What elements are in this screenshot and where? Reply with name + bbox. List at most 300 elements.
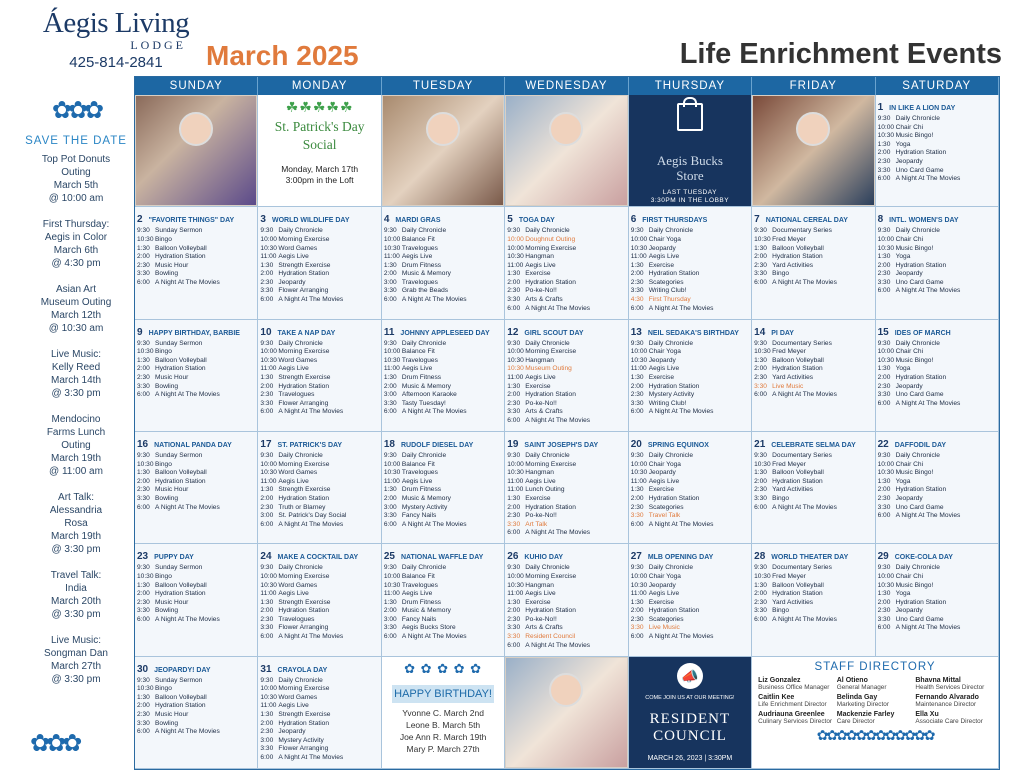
face-icon: [426, 112, 460, 146]
event-time: 10:30: [630, 356, 648, 364]
event-time: 10:30: [630, 581, 648, 589]
event-name: First Thursday: [648, 296, 691, 304]
event-name: Live Music: [772, 382, 804, 390]
event-row: [631, 227, 749, 236]
event-name: Balance Fit: [401, 460, 435, 468]
event-row: [754, 391, 872, 400]
event-row: [507, 236, 625, 245]
event-row: [507, 340, 625, 349]
event-row: [384, 383, 502, 392]
event-time: 9:30: [630, 564, 644, 572]
event-name: A Night At The Movies: [401, 633, 467, 641]
event-row: [878, 124, 996, 133]
day-theme: KUHIO DAY: [524, 554, 564, 562]
day-cell: [505, 207, 628, 319]
day-header: [137, 546, 255, 564]
event-name: Daily Chronicle: [278, 339, 323, 347]
event-row: [507, 512, 625, 521]
event-row: [384, 607, 502, 616]
event-row: [507, 521, 625, 530]
event-row: [878, 374, 996, 383]
event-name: Word Games: [278, 581, 318, 589]
brand-lodge: LODGE: [130, 38, 186, 52]
event-row: [631, 279, 749, 288]
event-time: 10:00: [877, 235, 895, 243]
brand-name: Áegis Living: [42, 7, 190, 39]
event-time: 10:00: [383, 572, 401, 580]
event-name: Po-ke-No!!: [525, 615, 557, 623]
event-time: 2:30: [507, 399, 521, 407]
event-time: 6:00: [260, 754, 274, 761]
event-time: 2:30: [754, 261, 767, 269]
event-name: Bowling: [155, 607, 179, 615]
flyer-title: St. Patrick's Day: [274, 119, 365, 134]
birthday-title: HAPPY BIRTHDAY!: [392, 685, 494, 703]
event-name: Scategories: [648, 278, 684, 286]
event-name: Bowling: [155, 382, 179, 390]
event-time: 10:30: [507, 581, 524, 589]
day-number: 20: [630, 439, 642, 450]
event-row: [260, 340, 378, 349]
day-header: [137, 209, 255, 227]
event-name: Aegis Live: [278, 702, 309, 710]
event-time: 2:30: [260, 391, 274, 399]
day-header: [507, 434, 625, 452]
event-time: 9:30: [877, 452, 891, 459]
event-row: [137, 590, 255, 599]
event-name: Truth or Blarney: [278, 503, 326, 511]
event-time: 2:30: [260, 728, 274, 736]
face-icon: [796, 112, 830, 146]
event-row: [631, 383, 749, 392]
event-row: [137, 340, 255, 349]
event-name: Jeopardy: [278, 278, 306, 286]
event-time: 4:30: [630, 296, 644, 304]
event-name: Strength Exercise: [278, 261, 331, 269]
save-the-date-line: March 14th: [50, 375, 102, 386]
event-row: [384, 400, 502, 409]
event-time: 6:00: [877, 287, 891, 295]
day-theme: NATIONAL PANDA DAY: [154, 442, 232, 449]
event-name: Yoga: [895, 140, 911, 148]
event-time: 2:30: [260, 615, 274, 623]
event-time: 2:00: [630, 270, 644, 278]
event-row: [631, 573, 749, 582]
event-time: 10:00: [877, 348, 895, 356]
event-time: 10:30: [754, 460, 771, 468]
event-time: 9:30: [137, 564, 150, 572]
event-name: Hydration Station: [278, 270, 330, 278]
event-time: 10:30: [507, 469, 524, 477]
event-time: 6:00: [260, 296, 274, 304]
event-row: [507, 287, 625, 296]
event-name: Daily Chronicle: [278, 227, 323, 235]
event-row: [260, 754, 378, 763]
event-row: [507, 348, 625, 357]
event-row: [260, 469, 378, 478]
event-time: 2:00: [877, 149, 891, 157]
birthday-name: Joe Ann R. March 19th: [399, 731, 487, 742]
resident-council-flyer: [629, 657, 752, 769]
event-row: [878, 564, 996, 573]
event-name: Hydration Station: [278, 494, 330, 502]
event-name: Mystery Activity: [648, 391, 695, 399]
event-name: Art Talk: [525, 520, 548, 528]
event-name: Chair Yoga: [648, 572, 681, 580]
event-name: Yoga: [895, 590, 911, 598]
event-row: [878, 616, 996, 625]
event-row: [137, 564, 255, 573]
event-time: 6:00: [630, 520, 644, 528]
event-time: 11:00: [383, 590, 400, 598]
event-row: [260, 270, 378, 279]
event-row: [507, 642, 625, 651]
event-name: Strength Exercise: [278, 711, 331, 719]
event-time: 6:00: [754, 391, 767, 399]
event-name: Fred Meyer: [772, 235, 806, 243]
staff-name: Bhavna Mittal: [915, 676, 961, 684]
event-name: Jeopardy: [895, 607, 923, 615]
day-header: [507, 209, 625, 227]
event-row: [507, 573, 625, 582]
day-theme: WORLD THEATER DAY: [771, 554, 849, 562]
event-name: Mystery Activity: [401, 503, 448, 511]
event-time: 9:30: [630, 452, 644, 459]
event-time: 3:30: [630, 287, 644, 295]
event-name: Balance Fit: [401, 572, 435, 580]
event-row: [631, 400, 749, 409]
event-time: 1:30: [877, 477, 891, 485]
event-time: 2:00: [630, 494, 644, 502]
event-name: Hydration Station: [772, 477, 823, 485]
event-row: [878, 340, 996, 349]
event-name: Documentary Series: [772, 564, 832, 572]
resident-photo: [752, 95, 875, 207]
event-name: Jeopardy: [895, 270, 923, 278]
event-row: [878, 495, 996, 504]
save-the-date-line: Outing: [61, 167, 91, 178]
day-cell: [382, 544, 505, 656]
event-name: Bingo: [155, 685, 172, 693]
event-row: [754, 495, 872, 504]
event-name: Jeopardy: [648, 244, 676, 252]
event-time: 2:00: [137, 477, 150, 485]
event-time: 3:30: [383, 512, 397, 520]
event-name: Hydration Station: [278, 607, 330, 615]
event-time: 2:00: [260, 607, 274, 615]
event-name: Tasty Tuesday!: [401, 399, 446, 407]
event-row: [260, 607, 378, 616]
event-time: 3:30: [877, 166, 891, 174]
event-row: [137, 702, 255, 711]
event-row: [754, 504, 872, 513]
day-cell: [752, 544, 875, 656]
event-time: 9:30: [754, 564, 767, 572]
event-time: 2:00: [507, 503, 521, 511]
event-row: [631, 348, 749, 357]
event-row: [631, 374, 749, 383]
day-cell: [382, 320, 505, 432]
day-header: [878, 209, 996, 227]
event-name: Museum Outing: [525, 365, 572, 373]
event-row: [507, 469, 625, 478]
event-name: Travelogues: [401, 278, 438, 286]
event-name: Chair Chi: [895, 235, 924, 243]
day-number: 28: [754, 551, 766, 563]
event-row: [631, 391, 749, 400]
event-name: Daily Chronicle: [525, 339, 570, 347]
day-number: 30: [137, 663, 149, 675]
event-name: Flower Arranging: [278, 745, 329, 753]
shopping-bag-icon: [677, 103, 703, 131]
day-cell: [258, 544, 381, 656]
staff-name: Fernando Alvarado: [915, 693, 979, 701]
event-row: [754, 357, 872, 366]
event-name: Fred Meyer: [772, 348, 806, 356]
event-row: [878, 287, 996, 296]
event-name: Exercise: [648, 486, 674, 494]
event-row: [878, 504, 996, 513]
save-the-date-line: @ 3:30 pm: [51, 674, 101, 685]
event-time: 2:00: [877, 374, 891, 382]
event-name: Word Games: [278, 244, 318, 252]
day-theme: SAINT JOSEPH'S DAY: [524, 442, 599, 449]
event-time: 9:30: [877, 564, 891, 572]
day-number: 17: [260, 439, 272, 450]
event-row: [384, 262, 502, 271]
event-name: Aegis Live: [648, 477, 680, 485]
event-name: Balloon Volleyball: [155, 356, 207, 364]
staff-role: Culinary Services Director: [758, 717, 833, 725]
event-row: [754, 340, 872, 349]
event-row: [631, 253, 749, 262]
council-invite: COME JOIN US AT OUR MEETING!: [645, 694, 735, 701]
event-name: Chair Chi: [895, 460, 924, 468]
event-row: [260, 711, 378, 720]
day-number: 15: [877, 326, 889, 338]
weekday-label: WEDNESDAY: [505, 77, 628, 95]
event-name: Arts & Crafts: [525, 296, 563, 304]
event-time: 2:00: [260, 719, 274, 727]
staff-name: Liz Gonzalez: [758, 676, 801, 684]
day-number: 14: [754, 326, 766, 338]
event-row: [878, 400, 996, 409]
event-row: [878, 348, 996, 357]
calendar: [134, 76, 1000, 770]
event-name: Balloon Volleyball: [155, 469, 207, 477]
day-number: 29: [877, 551, 889, 563]
staff-member: [837, 694, 914, 708]
event-row: [631, 504, 749, 513]
event-time: 10:30: [137, 460, 154, 468]
event-row: [878, 149, 996, 158]
event-row: [137, 279, 255, 288]
event-time: 10:00: [260, 348, 277, 356]
event-name: Grab the Beads: [401, 287, 449, 295]
event-time: 10:00: [260, 572, 277, 580]
event-time: 6:00: [754, 278, 767, 286]
event-name: Chair Chi: [895, 348, 924, 356]
event-time: 1:30: [260, 261, 274, 269]
day-theme: HAPPY BIRTHDAY, BARBIE: [148, 329, 240, 337]
event-time: 2:00: [260, 270, 274, 278]
event-row: [631, 599, 749, 608]
event-name: Aegis Live: [648, 253, 680, 261]
day-cell: [629, 544, 752, 656]
event-time: 1:30: [383, 598, 397, 606]
event-name: Daily Chronicle: [401, 339, 447, 347]
event-row: [137, 227, 255, 236]
event-time: 3:30: [507, 624, 521, 632]
event-time: 3:30: [260, 624, 274, 632]
staff-role: Maintenance Director: [915, 700, 977, 708]
event-row: [507, 607, 625, 616]
event-name: A Night At The Movies: [525, 641, 591, 649]
event-row: [631, 365, 749, 374]
event-name: Balloon Volleyball: [772, 244, 824, 252]
save-the-date-line: March 12th: [50, 310, 102, 321]
day-theme: TAKE A NAP DAY: [277, 329, 336, 337]
event-name: Yard Activities: [772, 374, 814, 382]
event-time: 10:30: [754, 348, 771, 356]
event-row: [878, 469, 996, 478]
event-time: 2:30: [630, 503, 644, 511]
event-row: [137, 607, 255, 616]
event-row: [260, 279, 378, 288]
day-header: [631, 322, 749, 340]
event-time: 9:30: [137, 676, 150, 684]
day-number: 4: [383, 214, 390, 226]
event-row: [507, 357, 625, 366]
staff-member: [915, 677, 992, 691]
event-name: Morning Exercise: [278, 235, 330, 243]
event-name: Uno Card Game: [895, 166, 944, 174]
staff-name: Caitlin Kee: [758, 693, 795, 701]
event-time: 3:30: [877, 391, 891, 399]
event-row: [260, 374, 378, 383]
event-time: 10:00: [507, 235, 524, 243]
event-name: Sunday Sermon: [155, 564, 203, 572]
event-row: [507, 383, 625, 392]
event-time: 1:30: [260, 374, 274, 382]
event-row: [631, 262, 749, 271]
event-name: Morning Exercise: [278, 460, 330, 468]
event-row: [507, 408, 625, 417]
event-time: 2:00: [383, 607, 397, 615]
event-time: 10:30: [260, 581, 277, 589]
event-name: Daily Chronicle: [895, 115, 940, 122]
event-name: A Night At The Movies: [772, 391, 837, 399]
event-row: [260, 408, 378, 417]
save-the-date-line: @ 3:30 pm: [51, 609, 101, 620]
birthday-name: Leone B. March 5th: [405, 719, 481, 730]
event-name: Bowling: [155, 270, 179, 278]
event-row: [384, 633, 502, 642]
event-name: A Night At The Movies: [155, 278, 220, 286]
event-name: A Night At The Movies: [278, 520, 344, 528]
event-time: 9:30: [507, 227, 521, 235]
event-name: Aegis Live: [278, 253, 309, 261]
event-time: 2:30: [137, 374, 150, 382]
event-row: [878, 512, 996, 521]
event-time: 3:30: [877, 503, 891, 511]
event-name: Aegis Live: [525, 261, 556, 269]
event-time: 2:00: [137, 590, 150, 598]
event-name: Hydration Station: [525, 503, 576, 511]
event-name: Drum Fitness: [401, 598, 442, 606]
event-time: 11:00: [630, 365, 647, 373]
event-time: 2:30: [260, 278, 274, 286]
event-row: [137, 573, 255, 582]
event-row: [878, 582, 996, 591]
event-name: Morning Exercise: [525, 460, 577, 468]
event-name: Aegis Live: [525, 374, 556, 382]
day-cell: [876, 432, 999, 544]
day-cell: [629, 320, 752, 432]
event-time: 3:00: [383, 391, 397, 399]
event-row: [631, 245, 749, 254]
day-number: 24: [260, 551, 272, 563]
event-row: [631, 564, 749, 573]
event-name: Exercise: [648, 598, 674, 606]
day-cell: [135, 320, 258, 432]
event-row: [260, 478, 378, 487]
birthday-card: [382, 657, 505, 769]
event-name: Sunday Sermon: [155, 676, 203, 684]
day-cell: [135, 544, 258, 656]
event-row: [754, 253, 872, 262]
month-title: March 2025: [206, 40, 359, 71]
event-time: 3:30: [383, 287, 397, 295]
event-row: [754, 590, 872, 599]
event-time: 3:30: [754, 494, 767, 502]
event-row: [878, 383, 996, 392]
event-row: [631, 452, 749, 461]
day-theme: TOGA DAY: [518, 217, 555, 225]
day-theme: CRAYOLA DAY: [277, 666, 328, 674]
event-row: [260, 573, 378, 582]
event-time: 11:00: [260, 702, 277, 710]
event-time: 3:30: [507, 296, 521, 304]
event-name: Aegis Live: [278, 365, 309, 373]
event-time: 9:30: [137, 227, 150, 235]
event-row: [507, 616, 625, 625]
event-row: [137, 391, 255, 400]
save-the-date-item: [22, 413, 130, 478]
day-header: [507, 322, 625, 340]
event-time: 10:30: [754, 572, 771, 580]
event-name: Bowling: [155, 719, 179, 727]
event-time: 10:30: [260, 693, 277, 701]
event-row: [507, 486, 625, 495]
event-time: 9:30: [260, 564, 274, 572]
event-time: 10:30: [137, 348, 154, 356]
event-name: Bingo: [772, 270, 790, 278]
event-name: Jeopardy: [278, 728, 306, 736]
staff-member: [758, 711, 835, 725]
event-time: 3:30: [383, 624, 397, 632]
event-name: Aegis Live: [648, 590, 680, 598]
event-time: 11:00: [260, 365, 277, 373]
event-row: [384, 504, 502, 513]
save-the-date-line: Alessandria: [49, 505, 103, 516]
day-theme: NEIL SEDAKA'S BIRTHDAY: [647, 329, 739, 337]
event-time: 2:30: [507, 615, 521, 623]
event-row: [260, 633, 378, 642]
event-time: 10:00: [630, 235, 648, 243]
event-name: Chair Chi: [895, 572, 924, 580]
event-name: Hydration Station: [155, 702, 206, 710]
